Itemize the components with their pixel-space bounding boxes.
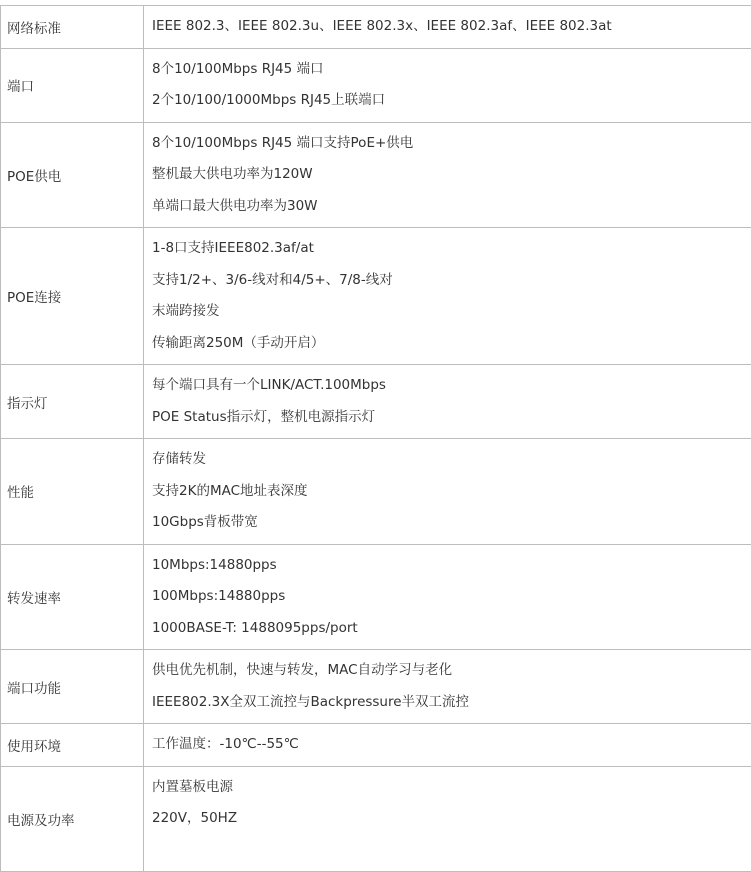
spec-row-forwarding-rate — [1, 544, 751, 650]
spec-value — [144, 439, 751, 545]
spec-label: 端口功能 — [1, 650, 144, 724]
spec-value-line: 末端跨接发 — [152, 296, 751, 328]
spec-value-line: 支持1/2+、3/6-线对和4/5+、7/8-线对 — [152, 265, 751, 297]
spec-row-network-standard — [1, 6, 751, 49]
spec-value — [144, 228, 751, 365]
spec-table — [0, 5, 751, 872]
spec-value — [144, 766, 751, 872]
spec-value — [144, 365, 751, 439]
spec-row-power-supply — [1, 766, 751, 872]
spec-value-line: 整机最大供电功率为120W — [152, 159, 751, 191]
spec-value — [144, 122, 751, 228]
spec-label: 指示灯 — [1, 365, 144, 439]
spec-value — [144, 544, 751, 650]
spec-value-line: 1-8口支持IEEE802.3af/at — [152, 233, 751, 265]
spec-value-line: IEEE 802.3、IEEE 802.3u、IEEE 802.3x、IEEE 802.3af、IEEE 802.3at — [152, 11, 751, 43]
spec-value-line: 存储转发 — [152, 444, 751, 476]
spec-label: 转发速率 — [1, 544, 144, 650]
spec-row-poe-power — [1, 122, 751, 228]
spec-label: POE供电 — [1, 122, 144, 228]
spec-value-line: 10Gbps背板带宽 — [152, 507, 751, 539]
spec-value-line: 供电优先机制，快速与转发，MAC自动学习与老化 — [152, 655, 751, 687]
spec-value-line: 每个端口具有一个LINK/ACT.100Mbps — [152, 370, 751, 402]
spec-row-environment — [1, 724, 751, 767]
spec-value-line: 220V，50HZ — [152, 803, 751, 835]
spec-value-line: 传输距离250M（手动开启） — [152, 328, 751, 360]
spec-value-line: 2个10/100/1000Mbps RJ45上联端口 — [152, 85, 751, 117]
spec-value-line: 1000BASE-T: 1488095pps/port — [152, 613, 751, 645]
spec-value-line: 单端口最大供电功率为30W — [152, 191, 751, 223]
spec-value-line: IEEE802.3X全双工流控与Backpressure半双工流控 — [152, 687, 751, 719]
spec-value-line: 8个10/100Mbps RJ45 端口支持PoE+供电 — [152, 128, 751, 160]
spec-label: 使用环境 — [1, 724, 144, 767]
spec-value-line: 8个10/100Mbps RJ45 端口 — [152, 54, 751, 86]
spec-value — [144, 724, 751, 767]
spec-value-line — [152, 835, 751, 867]
spec-label: 网络标准 — [1, 6, 144, 49]
spec-value — [144, 48, 751, 122]
spec-row-performance — [1, 439, 751, 545]
spec-value-line: 10Mbps:14880pps — [152, 550, 751, 582]
spec-row-poe-connection — [1, 228, 751, 365]
spec-label: 性能 — [1, 439, 144, 545]
spec-value-line: 支持2K的MAC地址表深度 — [152, 476, 751, 508]
spec-row-ports — [1, 48, 751, 122]
spec-value — [144, 6, 751, 49]
spec-value — [144, 650, 751, 724]
spec-value-line: 100Mbps:14880pps — [152, 581, 751, 613]
spec-row-indicators — [1, 365, 751, 439]
spec-label: 电源及功率 — [1, 766, 144, 872]
spec-label: POE连接 — [1, 228, 144, 365]
spec-row-port-functions — [1, 650, 751, 724]
spec-value-line: POE Status指示灯，整机电源指示灯 — [152, 402, 751, 434]
spec-value-line: 工作温度：-10℃--55℃ — [152, 729, 751, 761]
spec-label: 端口 — [1, 48, 144, 122]
spec-value-line: 内置墓板电源 — [152, 772, 751, 804]
